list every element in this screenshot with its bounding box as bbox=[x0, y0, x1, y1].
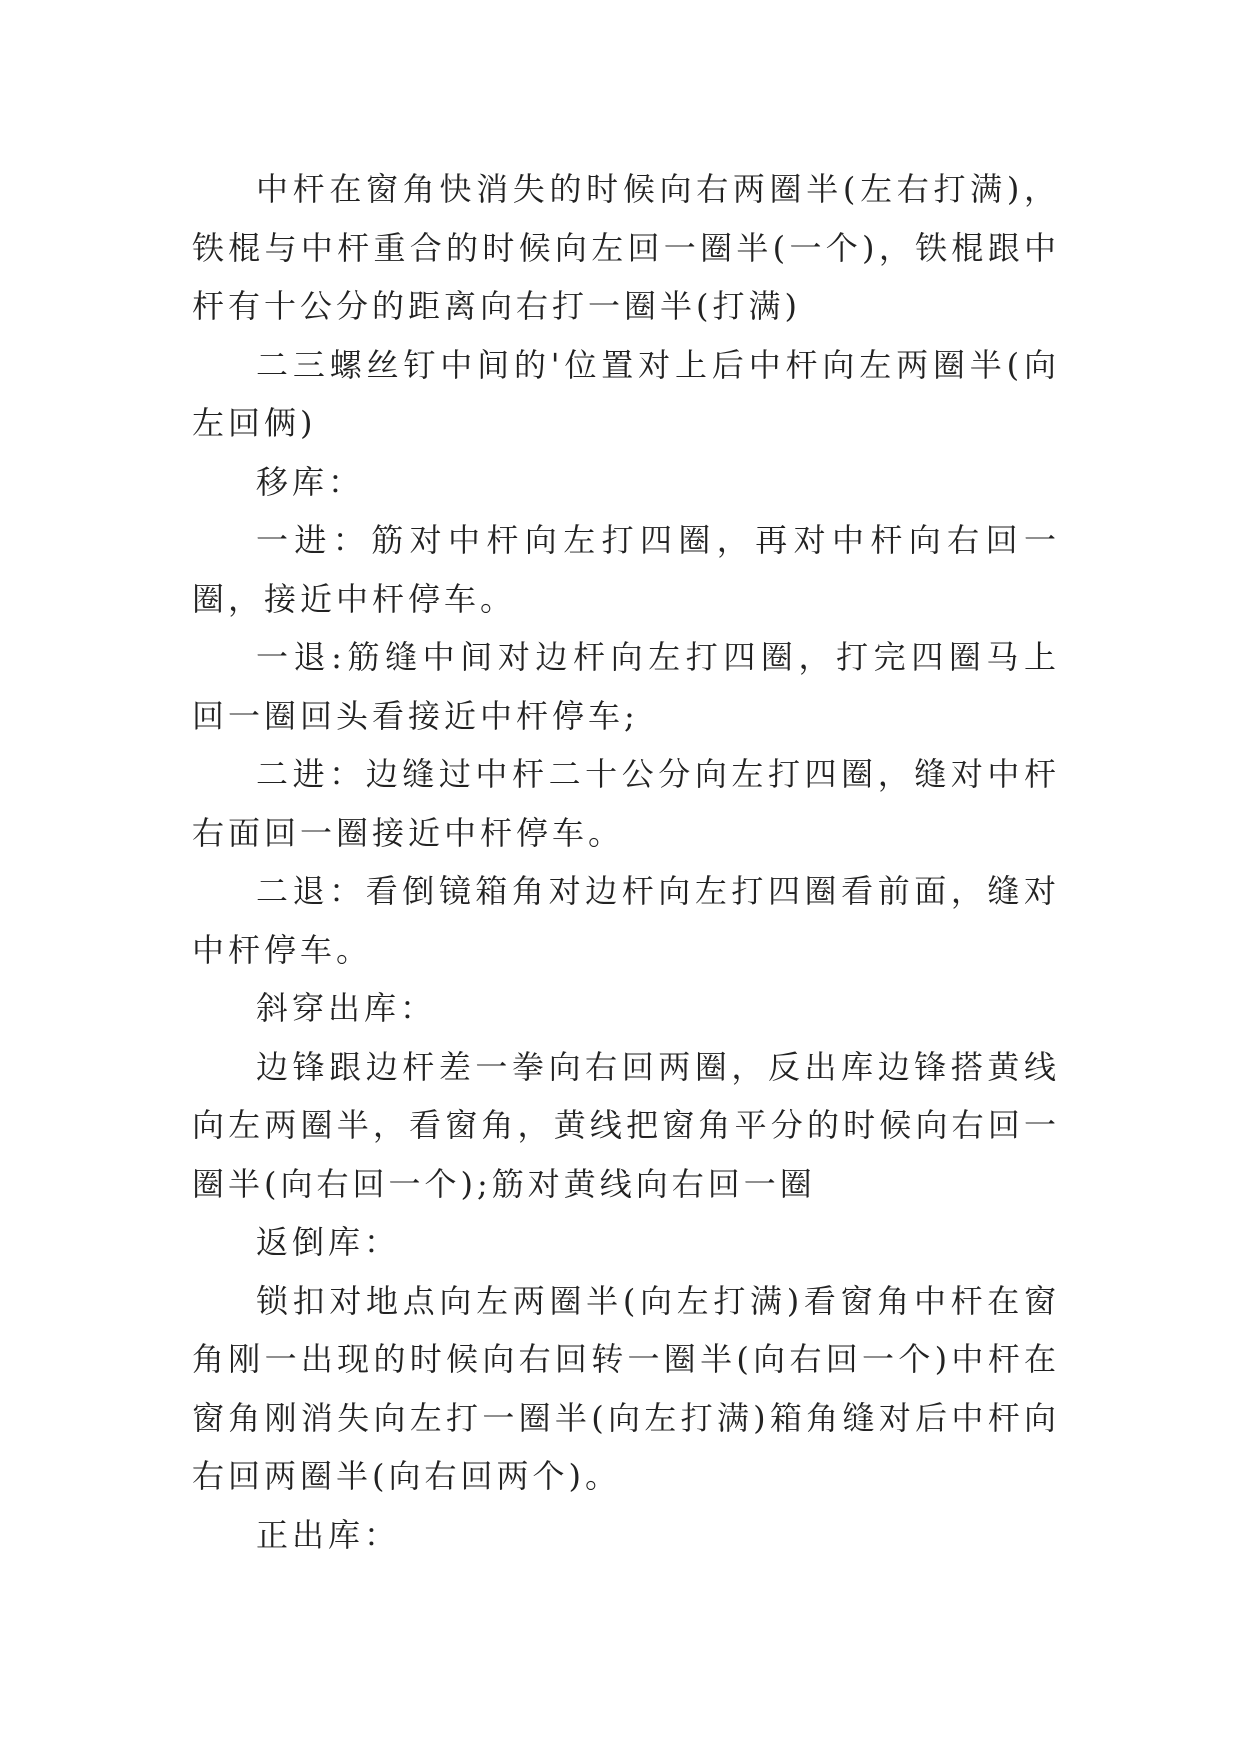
section-heading: 正出库： bbox=[256, 1515, 401, 1554]
paragraph: 二三螺丝钉中间的'位置对上后中杆向左两圈半(向左回俩) bbox=[192, 345, 1060, 442]
section-heading: 返倒库： bbox=[256, 1223, 401, 1261]
document-body bbox=[192, 160, 1060, 1564]
paragraph: 一退:筋缝中间对边杆向左打四圈，打完四圈马上回一圈回头看接近中杆停车; bbox=[192, 638, 1060, 735]
paragraph: 中杆在窗角快消失的时候向右两圈半(左右打满)，铁棍与中杆重合的时候向左回一圈半(一个)，铁棍跟中杆有十公分的距离向右打一圈半(打满) bbox=[192, 170, 1060, 325]
paragraph: 一进：筋对中杆向左打四圈，再对中杆向右回一圈，接近中杆停车。 bbox=[192, 521, 1060, 618]
paragraph: 锁扣对地点向左两圈半(向左打满)看窗角中杆在窗角刚一出现的时候向右回转一圈半(向右回一个)中杆在窗角刚消失向左打一圈半(向左打满)箱角缝对后中杆向右回两圈半(向右回两个)。 bbox=[192, 1281, 1060, 1495]
paragraph: 二退：看倒镜箱角对边杆向左打四圈看前面，缝对中杆停车。 bbox=[192, 872, 1060, 969]
paragraph: 二进：边缝过中杆二十公分向左打四圈，缝对中杆右面回一圈接近中杆停车。 bbox=[192, 755, 1060, 852]
section-heading: 移库： bbox=[256, 462, 365, 501]
section-heading: 斜穿出库： bbox=[256, 989, 437, 1027]
paragraph: 边锋跟边杆差一拳向右回两圈，反出库边锋搭黄线向左两圈半，看窗角，黄线把窗角平分的时候向右回一圈半(向右回一个);筋对黄线向右回一圈 bbox=[192, 1047, 1060, 1203]
